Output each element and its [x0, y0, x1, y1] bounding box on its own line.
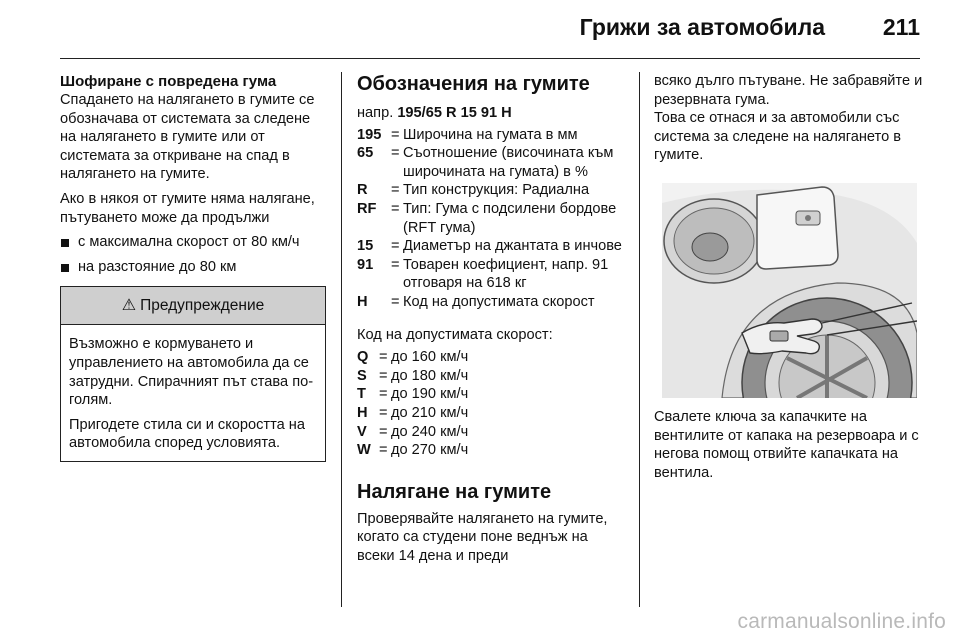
paragraph: Възможно е кормуването и управлението на автомобила да се затрудни. Спирачният път става по-голям.: [69, 336, 314, 409]
column-middle: [357, 72, 629, 565]
list-item-text: с максимална скорост от 80 км/ч: [78, 234, 300, 251]
speed-value: до 180 км/ч: [391, 367, 469, 384]
speed-value: до 160 км/ч: [391, 349, 469, 366]
designation-key: 65: [357, 145, 374, 162]
list-item: [60, 258, 326, 277]
page-number: 211: [882, 14, 920, 40]
list-item-text: на разстояние до 80 км: [78, 258, 237, 275]
designation-key: RF: [357, 200, 377, 217]
designation-value: Код на допустимата скорост: [403, 293, 595, 310]
paragraph: Пригодете стила си и скоростта на автомобила според условията.: [69, 416, 305, 452]
designation-key: 91: [357, 256, 374, 273]
equals-sign: =: [379, 367, 388, 384]
bullet-square-icon: [61, 264, 69, 272]
designation-value: Тип: Гума с подсилени бордове (RFT гума): [403, 200, 617, 236]
fuel-flap-valve-icon: [662, 183, 917, 398]
designation-value: Широчина на гумата в мм: [403, 126, 578, 143]
section-heading-tyre-pressure: Налягане на гумите: [357, 480, 552, 503]
paragraph: Ако в някоя от гумите няма налягане, пътуването може да продължи: [60, 190, 315, 226]
equals-sign: =: [391, 126, 400, 143]
speed-value: до 240 км/ч: [391, 423, 469, 440]
warning-triangle-icon: ⚠: [121, 296, 137, 314]
column-divider-2: [639, 72, 640, 607]
equals-sign: =: [379, 442, 388, 459]
speed-key: S: [357, 367, 367, 384]
speed-value: до 270 км/ч: [391, 442, 469, 459]
watermark: carmanualsonline.info: [737, 610, 946, 633]
valve-cap-illustration: [662, 183, 917, 398]
designation-key: 15: [357, 238, 374, 255]
warning-header: [61, 287, 325, 325]
speed-code-list: [357, 348, 629, 460]
column-divider-1: [341, 72, 342, 607]
designation-list: [357, 126, 629, 312]
paragraph: Спадането на налягането в гумите се обозначава от системата за следене на налягането в гумите или от системата за откриване на спад в налягането на гумите.: [60, 92, 315, 183]
paragraph: Това се отнася и за автомобили със система за следене на налягането в гумите.: [654, 110, 901, 164]
equals-sign: =: [379, 386, 388, 403]
speed-key: Q: [357, 349, 369, 366]
list-item: [60, 233, 326, 252]
bullet-square-icon: [61, 239, 69, 247]
designation-key: 195: [357, 126, 382, 143]
equals-sign: =: [391, 238, 400, 255]
equals-sign: =: [391, 182, 400, 199]
example-code: 195/65 R 15 91 H: [397, 105, 512, 121]
page-header-title: Грижи за автомобила: [579, 14, 825, 40]
warning-title: Предупреждение: [140, 296, 265, 314]
designation-key: R: [357, 182, 368, 199]
equals-sign: =: [391, 293, 400, 310]
column-left: [60, 72, 326, 462]
designation-key: H: [357, 293, 368, 310]
speed-code-intro: Код на допустимата скорост:: [357, 326, 553, 343]
speed-key: W: [357, 442, 371, 459]
header-divider: [60, 58, 920, 59]
speed-value: до 210 км/ч: [391, 404, 469, 421]
equals-sign: =: [391, 145, 400, 162]
speed-key: V: [357, 423, 367, 440]
designation-value: Съотношение (височината към широчината на гумата) в %: [403, 145, 614, 180]
equals-sign: =: [391, 256, 400, 273]
section-heading-tyre-designations: Обозначения на гумите: [357, 73, 590, 95]
equals-sign: =: [391, 200, 400, 217]
speed-key: H: [357, 404, 368, 421]
warning-box: [60, 286, 326, 462]
equals-sign: =: [379, 349, 388, 366]
paragraph: всяко дълго пътуване. Не забравяйте и резервната гума.: [654, 73, 923, 108]
example-prefix: напр.: [357, 105, 394, 121]
speed-key: T: [357, 386, 366, 403]
section-heading-flat-tyre: Шофиране с повредена гума: [60, 73, 277, 90]
column-right: [654, 72, 924, 482]
figure-caption: Свалете ключа за капачките на вентилите от капака на резервоара и с негова помощ отвийте капачката на вентила.: [654, 408, 919, 481]
designation-value: Товарен коефициент, напр. 91 отговаря на 618 кг: [403, 256, 609, 292]
speed-value: до 190 км/ч: [391, 386, 469, 403]
equals-sign: =: [379, 423, 388, 440]
equals-sign: =: [379, 404, 388, 421]
warning-body: [61, 325, 325, 461]
paragraph: Проверявайте налягането на гумите, когато са студени поне веднъж на всеки 14 дена и преди: [357, 510, 608, 564]
example-line: [357, 104, 629, 123]
designation-value: Диаметър на джантата в инчове: [403, 238, 622, 255]
designation-value: Тип конструкция: Радиална: [403, 182, 590, 199]
